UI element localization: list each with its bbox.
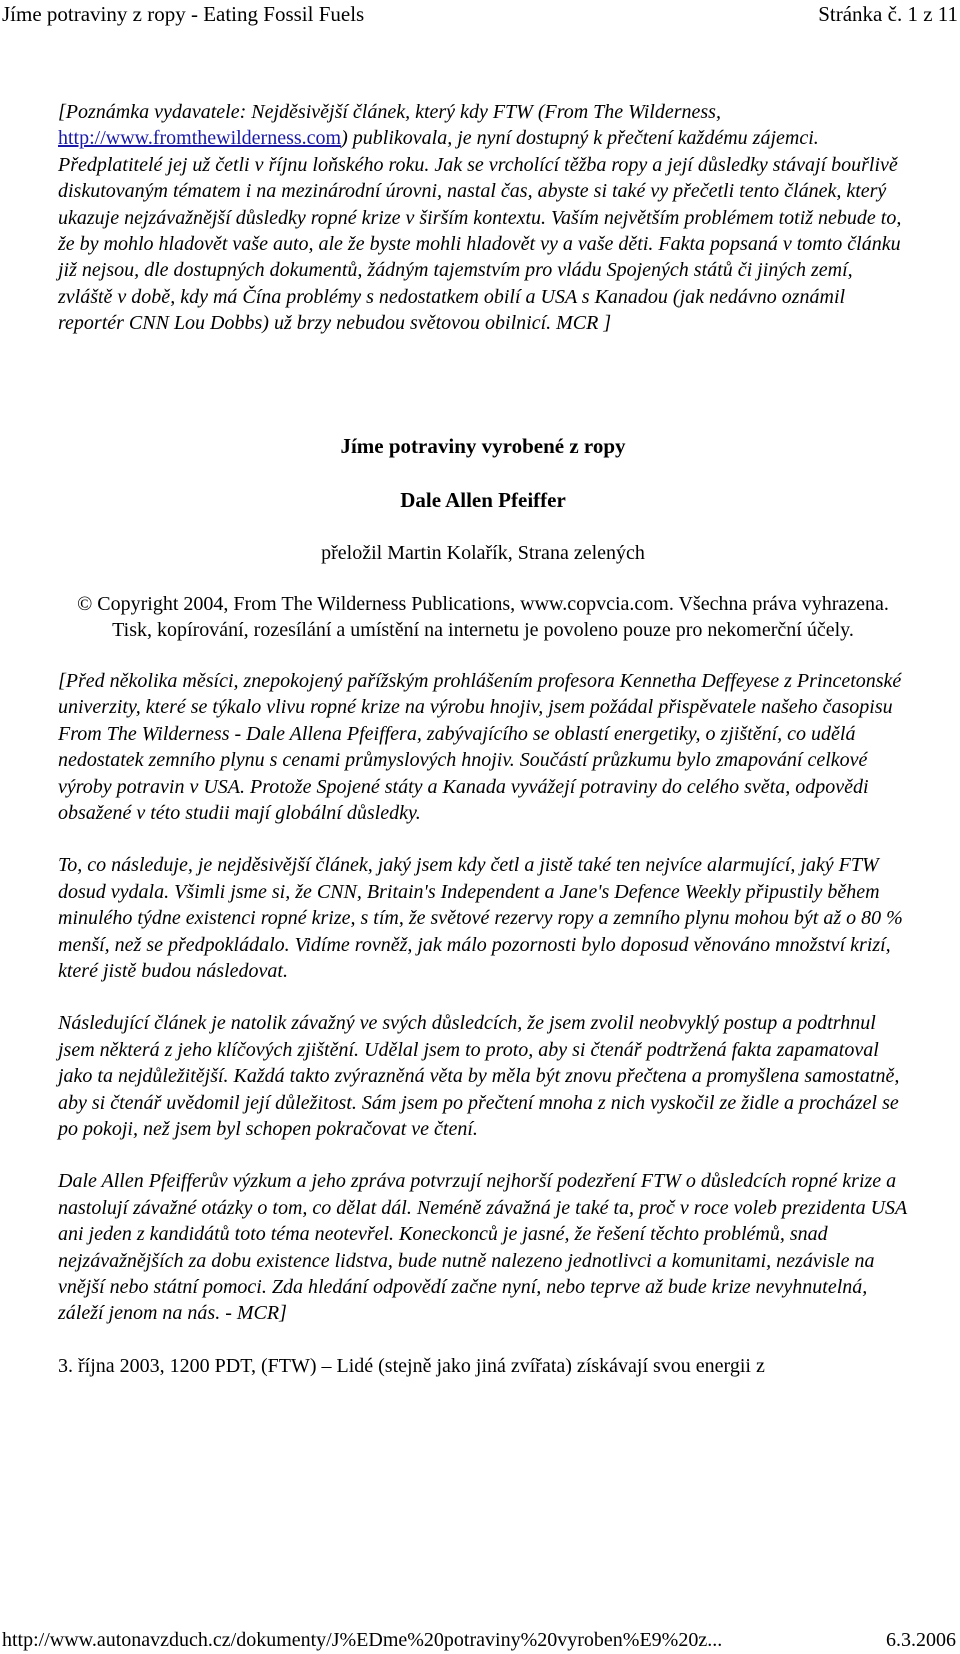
translator-credit: přeložil Martin Kolařík, Strana zelených xyxy=(321,542,645,565)
page-indicator: Stránka č. 1 z 11 xyxy=(818,2,958,26)
article-title: Jíme potraviny vyrobené z ropy xyxy=(340,433,626,458)
editor-note xyxy=(58,99,908,337)
page-footer xyxy=(0,1628,960,1654)
document-body xyxy=(58,99,908,1379)
intro-paragraph: To, co následuje, je nejděsivější článek, jaký jsem kdy četl a jistě také ten nejvíce alarmující, jaký FTW dosud vydala. Všimli jsme si, že CNN, Britain's Independent a Jane's Defence Weekly připustily během minulého týdne existenci ropné krize, s tím, že světové rezervy ropy a zemního plynu mohou být až o 80 % menší, než se předpokládalo. Vidíme rovněž, jak málo pozornosti bylo doposud věnováno množství krizí, které jistě budou následovat. xyxy=(58,854,903,982)
editor-note-text-end: ) publikovala, je nyní dostupný k přečtení každému zájemci. Předplatitelé jej už četli v říjnu loňského roku. Jak se vrcholící těžba ropy a její důsledky stávají bouřlivě diskutovaným tématem i na mezinárodní úrovni, nastal čas, abyste si také vy přečetli tento článek, který ukazuje nejzávažnější důsledky ropné krize v širším kontextu. Vaším největším problémem totiž nebude to, že by mohlo hladovět vaše auto, ale že byste mohli hladovět vy a vaše děti. Fakta popsaná v tomto článku již nejsou, dle dostupných dokumentů, žádným tajemstvím pro vládu Spojených států či jiných zemí, zvláště v době, kdy má Čína problémy s nedostatkem obilí a USA s Kanadou (jak nedávno oznámil reportér CNN Lou Dobbs) už brzy nebudou světovou obilnicí. MCR ] xyxy=(58,127,902,335)
footer-date: 6.3.2006 xyxy=(886,1629,956,1651)
editor-note-text-start: [Poznámka vydavatele: Nejděsivější článek, který kdy FTW (From The Wilderness, xyxy=(58,101,721,123)
page-header xyxy=(0,0,960,30)
article-body-start: 3. října 2003, 1200 PDT, (FTW) – Lidé (stejně jako jiná zvířata) získávají svou energii z xyxy=(58,1354,765,1377)
intro-paragraph: Dale Allen Pfeifferův výzkum a jeho zpráva potvrzují nejhorší podezření FTW o důsledcích ropné krize a nastolují závažné otázky o tom, co dělat dál. Neméně závažná je také ta, proč v roce voleb prezidenta USA ani jeden z kandidátů toto téma neotevřel. Koneckonců je jasné, že řešení těchto problémů, snad nejzávažnějších za dobu existence lidstva, bude nutně nalezeno jednotlivci a komunitami, nezávisle na vnější nebo státní pomoci. Zda hledání odpovědí začne nyní, nebo teprve až bude krize nevyhnutelná, záleží jenom na nás. - MCR] xyxy=(58,1170,907,1325)
copyright-notice: © Copyright 2004, From The Wilderness Publications, www.copvcia.com. Všechna práva vyhrazena. Tisk, kopírování, rozesílání a umístění na internetu je povoleno pouze pro nekomerční účely. xyxy=(77,592,889,641)
article-author: Dale Allen Pfeiffer xyxy=(400,488,566,513)
intro-paragraph: Následující článek je natolik závažný ve svých důsledcích, že jsem zvolil neobvyklý postup a podtrhnul jsem některá z jeho klíčových zjištění. Udělal jsem to proto, aby si čtenář podtržená fakta zapamatoval jako ta nejdůležitější. Každá takto zvýrazněná věta by měla být znovu přečtena a promyšlena samostatně, aby si čtenář uvědomil její důležitost. Sám jsem po přečtení mnoha z nich vyskočil ze židle a procházel se po pokoji, než jsem byl schopen pokračovat ve čtení. xyxy=(58,1012,900,1140)
document-title: Jíme potraviny z ropy - Eating Fossil Fuels xyxy=(2,2,365,26)
footer-url: http://www.autonavzduch.cz/dokumenty/J%EDme%20potraviny%20vyroben%E9%20z... xyxy=(2,1629,723,1651)
intro-paragraph: [Před několika měsíci, znepokojený pařížským prohlášením profesora Kennetha Deffeyese z Princetonské univerzity, které se týkalo vlivu ropné krize na výrobu hnojiv, jsem požádal přispěvatele našeho časopisu From The Wilderness - Dale Allena Pfeiffera, zabývajícího se oblastí energetiky, o zjištění, co udělá nedostatek zemního plynu s cenami průmyslových hnojiv. Součástí průzkumu bylo zmapování celkové výroby potravin v USA. Protože Spojené státy a Kanada vyvážejí potraviny do celého světa, odpovědi obsažené v této studii mají globální důsledky. xyxy=(58,669,902,824)
fromthewilderness-link[interactable]: http://www.fromthewilderness.com xyxy=(58,127,342,150)
